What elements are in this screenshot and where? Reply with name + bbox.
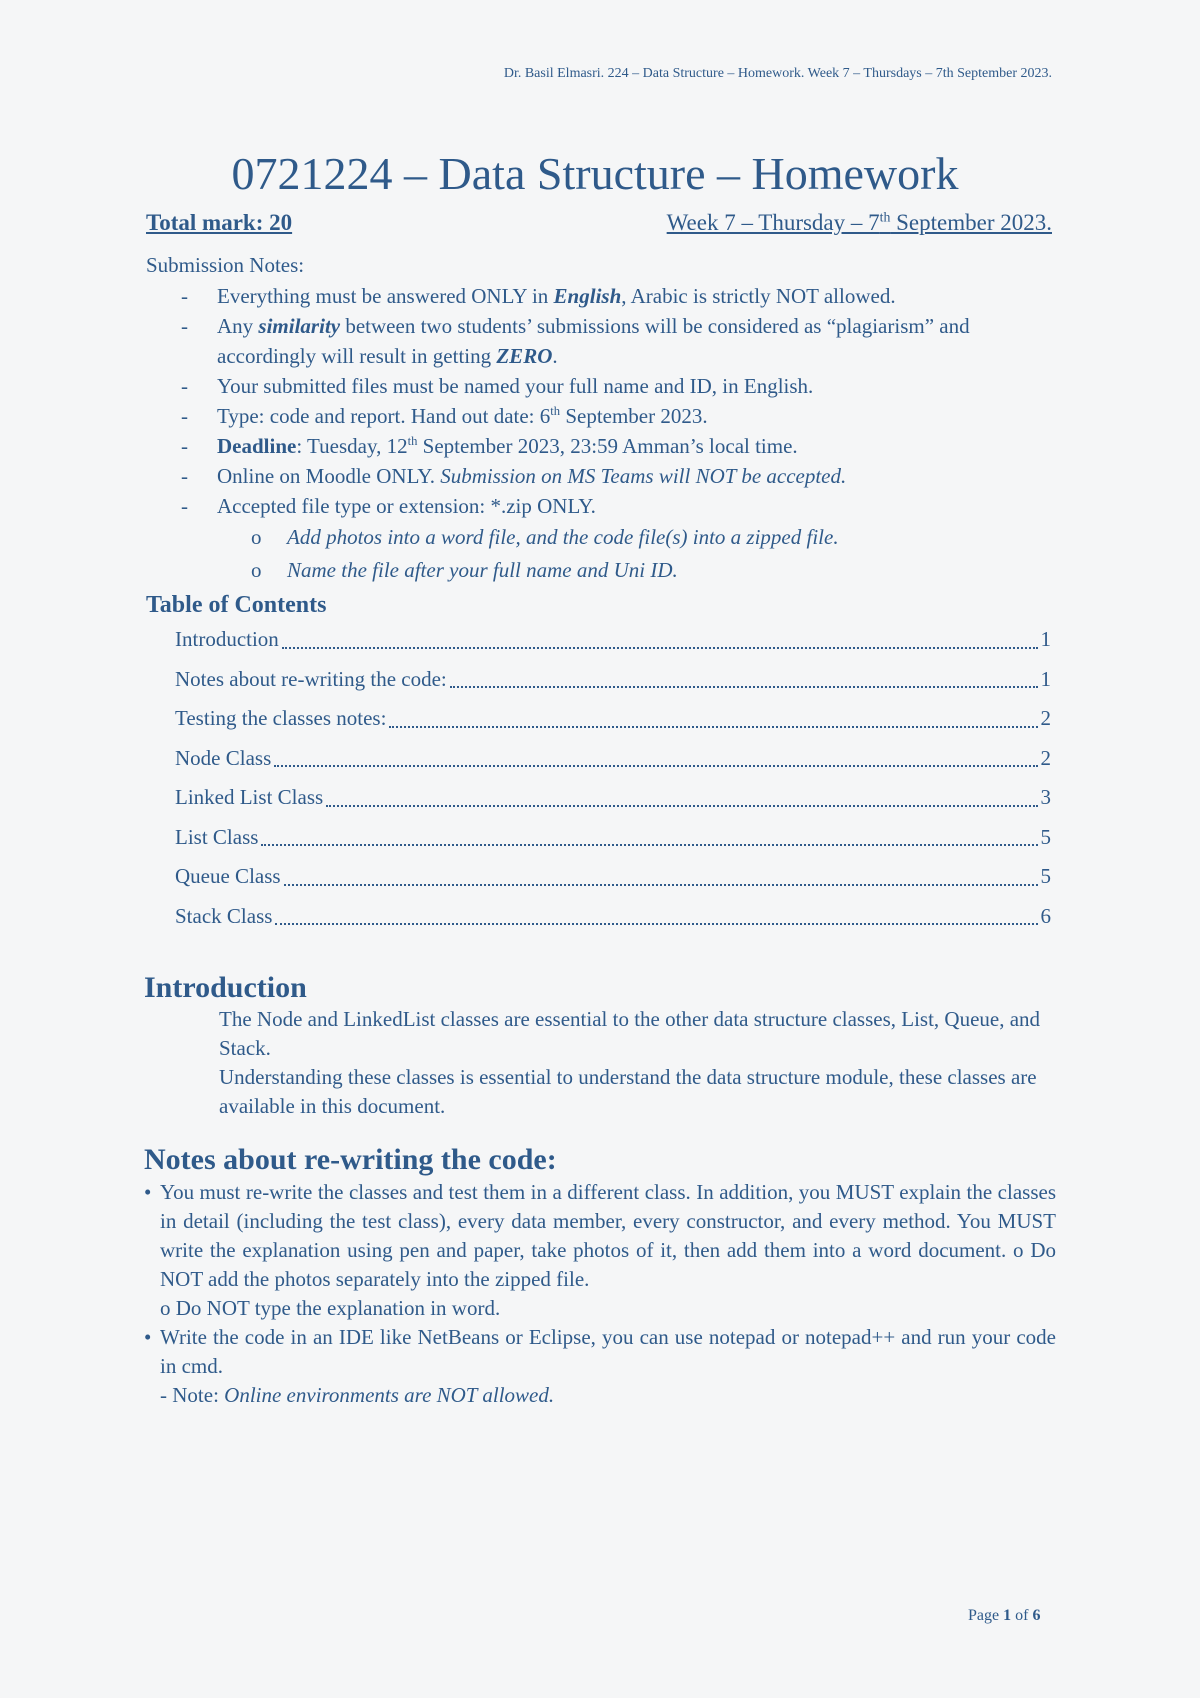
sub-list-item: o Do NOT type the explanation in word. xyxy=(160,1296,501,1320)
rewriting-notes-heading: Notes about re-writing the code: xyxy=(144,1143,557,1176)
document-title: 0721224 – Data Structure – Homework xyxy=(231,148,959,199)
week-date: Week 7 – Thursday – 7th September 2023. xyxy=(666,209,1052,235)
toc-entry-list-class[interactable]: List Class 5 xyxy=(175,824,1051,849)
note-line: - Note: Online environments are NOT allowed. xyxy=(160,1383,555,1407)
toc-entry-introduction[interactable]: Introduction 1 xyxy=(175,627,1051,652)
sub-list-item: o Name the file after your full name and Uni ID. xyxy=(251,558,678,582)
toc-entry-testing-notes[interactable]: Testing the classes notes: 2 xyxy=(175,706,1051,731)
toc-entry-stack-class[interactable]: Stack Class 6 xyxy=(175,903,1051,928)
rewriting-notes-list xyxy=(144,1178,1056,1410)
list-item: • You must re-write the classes and test them in a different class. In addition, you MUST explain the classes in detail (including the test class), every data member, every constructor, and every method. You MUST write the explanation using pen and paper, take photos of it, then add them into a word document. o Do NOT add the photos separately into the zipped file. xyxy=(144,1180,1056,1291)
list-item: - Accepted file type or extension: *.zip ONLY. o Add photos into a word file, and the code file(s) into a zipped file. o Name the file after your full name and Uni ID. xyxy=(146,491,1058,587)
toc-entry-notes-rewriting[interactable]: Notes about re-writing the code: 1 xyxy=(175,666,1051,691)
meta-row xyxy=(146,208,1052,238)
introduction-heading: Introduction xyxy=(144,971,307,1004)
list-item: - Your submitted files must be named your full name and ID, in English. xyxy=(181,374,814,398)
toc-entry-queue-class[interactable]: Queue Class 5 xyxy=(175,864,1051,889)
running-header: Dr. Basil Elmasri. 224 – Data Structure – Homework. Week 7 – Thursdays – 7th September 2023. xyxy=(503,66,1052,81)
page-number: Page 1 of 6 xyxy=(968,1607,1041,1624)
sub-list-item: o Add photos into a word file, and the code file(s) into a zipped file. xyxy=(251,525,839,549)
list-item: - Any similarity between two students’ submissions will be considered as “plagiarism” and accordingly will result in getting ZERO. xyxy=(181,314,970,368)
introduction-paragraph: Understanding these classes is essential to understand the data structure module, these classes are available in this document. xyxy=(219,1065,1037,1118)
toc-entry-node-class[interactable]: Node Class 2 xyxy=(175,745,1051,770)
list-item: - Type: code and report. Hand out date: 6th September 2023. xyxy=(181,404,708,428)
list-item: - Everything must be answered ONLY in English, Arabic is strictly NOT allowed. xyxy=(181,284,896,308)
toc-entry-linked-list-class[interactable]: Linked List Class 3 xyxy=(175,785,1051,810)
introduction-paragraph: The Node and LinkedList classes are essential to the other data structure classes, List, Queue, and Stack. xyxy=(219,1007,1041,1060)
list-item: - Online on Moodle ONLY. Submission on MS Teams will NOT be accepted. xyxy=(181,464,847,488)
submission-notes-list xyxy=(146,281,1058,587)
list-item: - Deadline: Tuesday, 12th September 2023, 23:59 Amman’s local time. xyxy=(181,434,798,458)
introduction-body xyxy=(217,1005,1057,1121)
list-item: • Write the code in an IDE like NetBeans or Eclipse, you can use notepad or notepad++ and run your code in cmd. xyxy=(144,1325,1056,1378)
sub-notes-list xyxy=(217,521,1058,587)
total-mark: Total mark: 20 xyxy=(146,210,293,235)
submission-notes-heading: Submission Notes: xyxy=(146,253,305,277)
toc-heading: Table of Contents xyxy=(146,592,327,618)
table-of-contents xyxy=(175,620,1051,936)
